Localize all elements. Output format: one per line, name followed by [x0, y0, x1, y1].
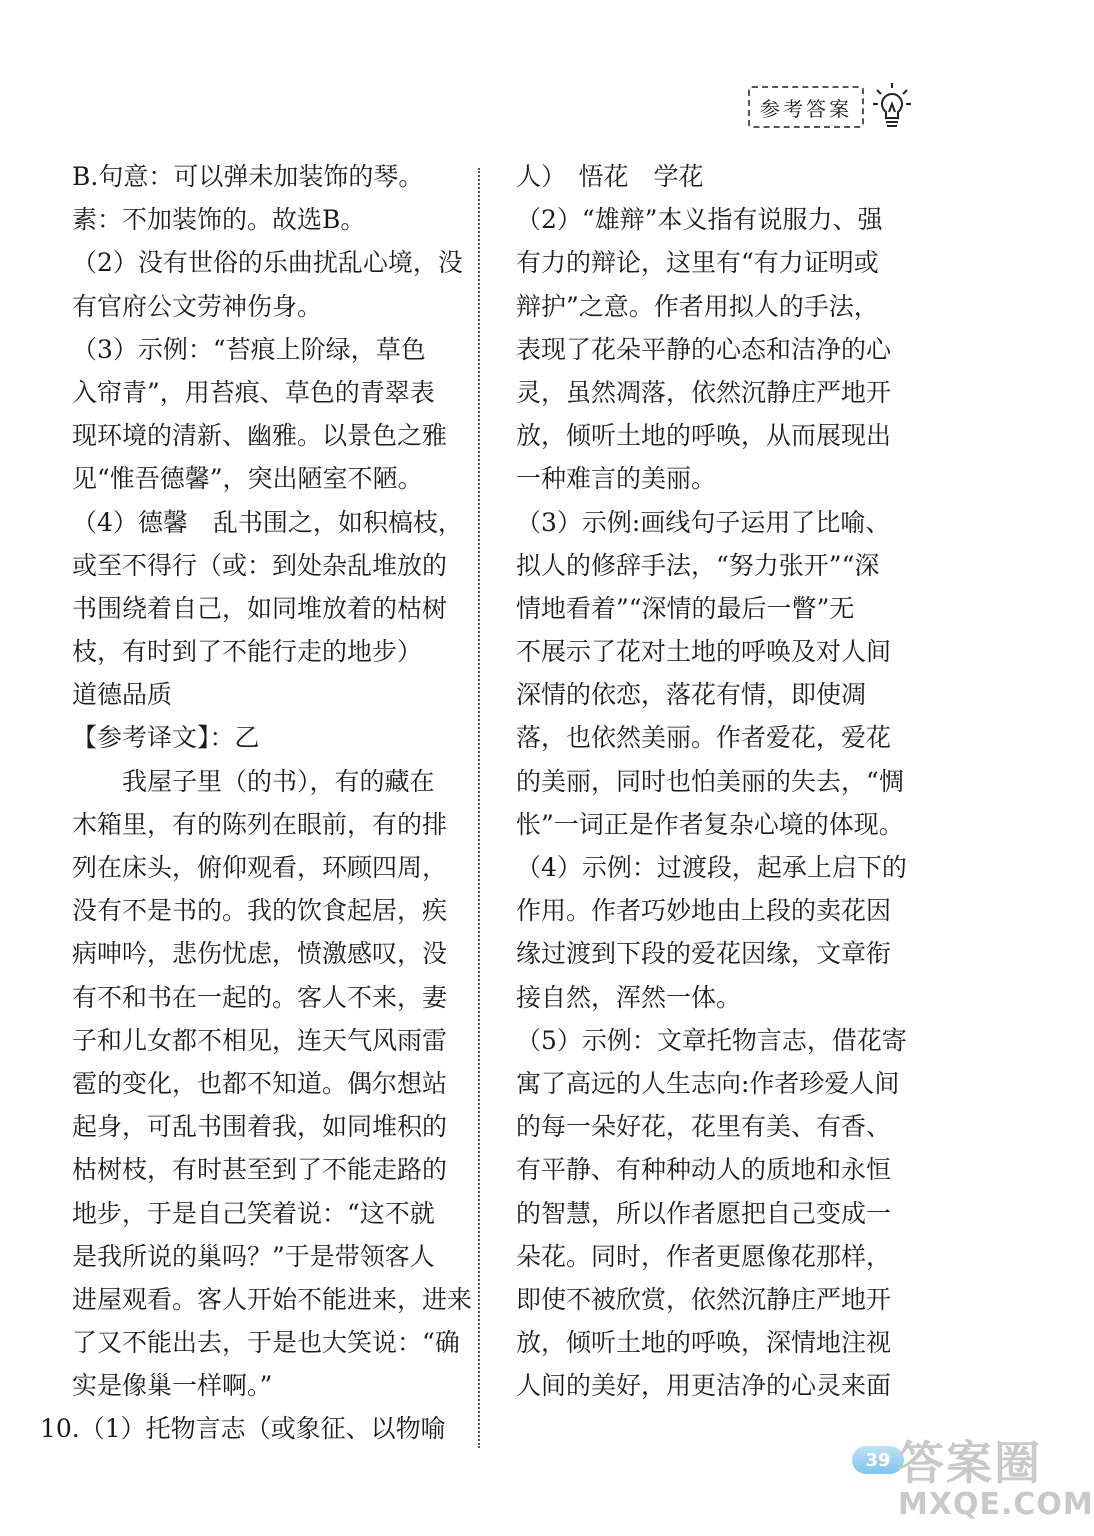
text-line: 子和儿女都不相见，连天气风雨雷 [72, 1025, 448, 1055]
text-line: 地步，于是自己笑着说：“这不就 [72, 1198, 435, 1228]
text-line: 实是像巢一样啊。” [72, 1371, 273, 1401]
text-line: （4）德馨 乱书围之，如积槁枝， [72, 507, 463, 537]
text-line: 辩护”之意。作者用拟人的手法， [516, 291, 879, 321]
watermark-sub: MXQE.COM [898, 1487, 1094, 1522]
text-line: 朵花。同时，作者更愿像花那样， [516, 1241, 892, 1271]
text-line: 放，倾听土地的呼唤，从而展现出 [516, 421, 892, 451]
text-line: 见“惟吾德馨”，突出陋室不陋。 [72, 464, 423, 494]
text-line: 雹的变化，也都不知道。偶尔想站 [72, 1068, 448, 1098]
text-line: 即使不被欣赏，依然沉静庄严地开 [516, 1284, 892, 1314]
text-line: 不展示了花对土地的呼唤及对人间 [516, 637, 892, 667]
question-number-line: 10.（1）托物言志（或象征、以物喻 [40, 1414, 446, 1444]
text-line: 了又不能出去，于是也大笑说：“确 [72, 1328, 460, 1358]
text-line: （3）示例：“苔痕上阶绿，草色 [72, 334, 426, 364]
text-line: B.句意：可以弹未加装饰的琴。 [72, 162, 424, 191]
text-line: 一种难言的美丽。 [516, 464, 717, 494]
text-line: 现环境的清新、幽雅。以景色之雅 [72, 421, 448, 451]
lightbulb-icon [872, 82, 912, 132]
translation-heading: 【参考译文】：乙 [72, 723, 260, 753]
text-line: 有平静、有种种动人的质地和永恒 [516, 1155, 892, 1185]
text-line: 缘过渡到下段的爱花因缘，文章衔 [516, 939, 892, 969]
watermark [898, 1436, 1094, 1522]
text-line: 书围绕着自己，如同堆放着的枯树 [72, 593, 448, 623]
text-line: 木箱里，有的陈列在眼前，有的排 [72, 809, 448, 839]
text-line: 我屋子里（的书），有的藏在 [122, 766, 435, 796]
text-line: 作用。作者巧妙地由上段的卖花因 [516, 896, 892, 926]
text-line: 的美丽，同时也怕美丽的失去，“惆 [516, 766, 904, 796]
text-line: 入帘青”，用苔痕、草色的青翠表 [72, 377, 435, 407]
text-line: 放，倾听土地的呼唤，深情地注视 [516, 1328, 892, 1358]
text-line: （2）“雄辩”本义指有说服力、强 [516, 205, 883, 235]
text-line: 接自然，浑然一体。 [516, 982, 742, 1012]
text-line: （2）没有世俗的乐曲扰乱心境，没 [72, 248, 463, 278]
text-line: 灵，虽然凋落，依然沉静庄严地开 [516, 377, 892, 407]
page-number-badge: 39 [852, 1446, 904, 1474]
text-line: 表现了花朵平静的心态和洁净的心 [516, 334, 892, 364]
text-line: （4）示例：过渡段，起承上启下的 [516, 853, 907, 882]
left-column [40, 155, 473, 1451]
text-line: 深情的依恋，落花有情，即使凋 [516, 680, 867, 710]
text-line: （5）示例：文章托物言志，借花寄 [516, 1025, 907, 1055]
text-line: 寓了高远的人生志向:作者珍爱人间 [516, 1068, 900, 1098]
text-line: 是我所说的巢吗？”于是带领客人 [72, 1241, 435, 1271]
text-line: 有不和书在一起的。客人不来，妻 [72, 982, 448, 1012]
text-line: 人间的美好，用更洁净的心灵来面 [516, 1371, 892, 1401]
text-line: 有官府公文劳神伤身。 [72, 291, 323, 321]
text-line: 的智慧，所以作者愿把自己变成一 [516, 1198, 892, 1228]
text-line: 怅”一词正是作者复杂心境的体现。 [516, 809, 904, 839]
text-line: 起身，可乱书围着我，如同堆积的 [72, 1112, 448, 1142]
text-line: 枝，有时到了不能行走的地步） [72, 637, 423, 667]
text-line: 情地看着”“深情的最后一瞥”无 [516, 593, 855, 623]
text-line: 列在床头，俯仰观看，环顾四周， [72, 853, 448, 882]
watermark-main: 答案圈 [898, 1436, 1042, 1490]
text-line: 的每一朵好花，花里有美、有香、 [516, 1112, 892, 1142]
text-line: 拟人的修辞手法，“努力张开”“深 [516, 550, 880, 580]
text-line: 进屋观看。客人开始不能进来，进来 [72, 1284, 473, 1314]
text-line: 没有不是书的。我的饮食起居，疾 [72, 896, 448, 926]
text-line: 道德品质 [72, 680, 173, 710]
text-line: 或至不得行（或：到处杂乱堆放的 [72, 550, 448, 580]
text-line: （3）示例:画线句子运用了比喻、 [516, 507, 891, 537]
text-line: 落，也依然美丽。作者爱花，爱花 [516, 723, 892, 753]
text-line: 素：不加装饰的。故选B。 [72, 205, 366, 235]
text-line: 枯树枝，有时甚至到了不能走路的 [72, 1155, 448, 1185]
column-divider [478, 168, 480, 1448]
right-column [516, 155, 916, 1407]
answer-reference-tag: 参考答案 [748, 86, 864, 128]
text-line: 人） 悟花 学花 [516, 162, 704, 191]
text-line: 病呻吟，悲伤忧虑，愤激感叹，没 [72, 939, 448, 969]
text-line: 有力的辩论，这里有“有力证明或 [516, 248, 879, 278]
